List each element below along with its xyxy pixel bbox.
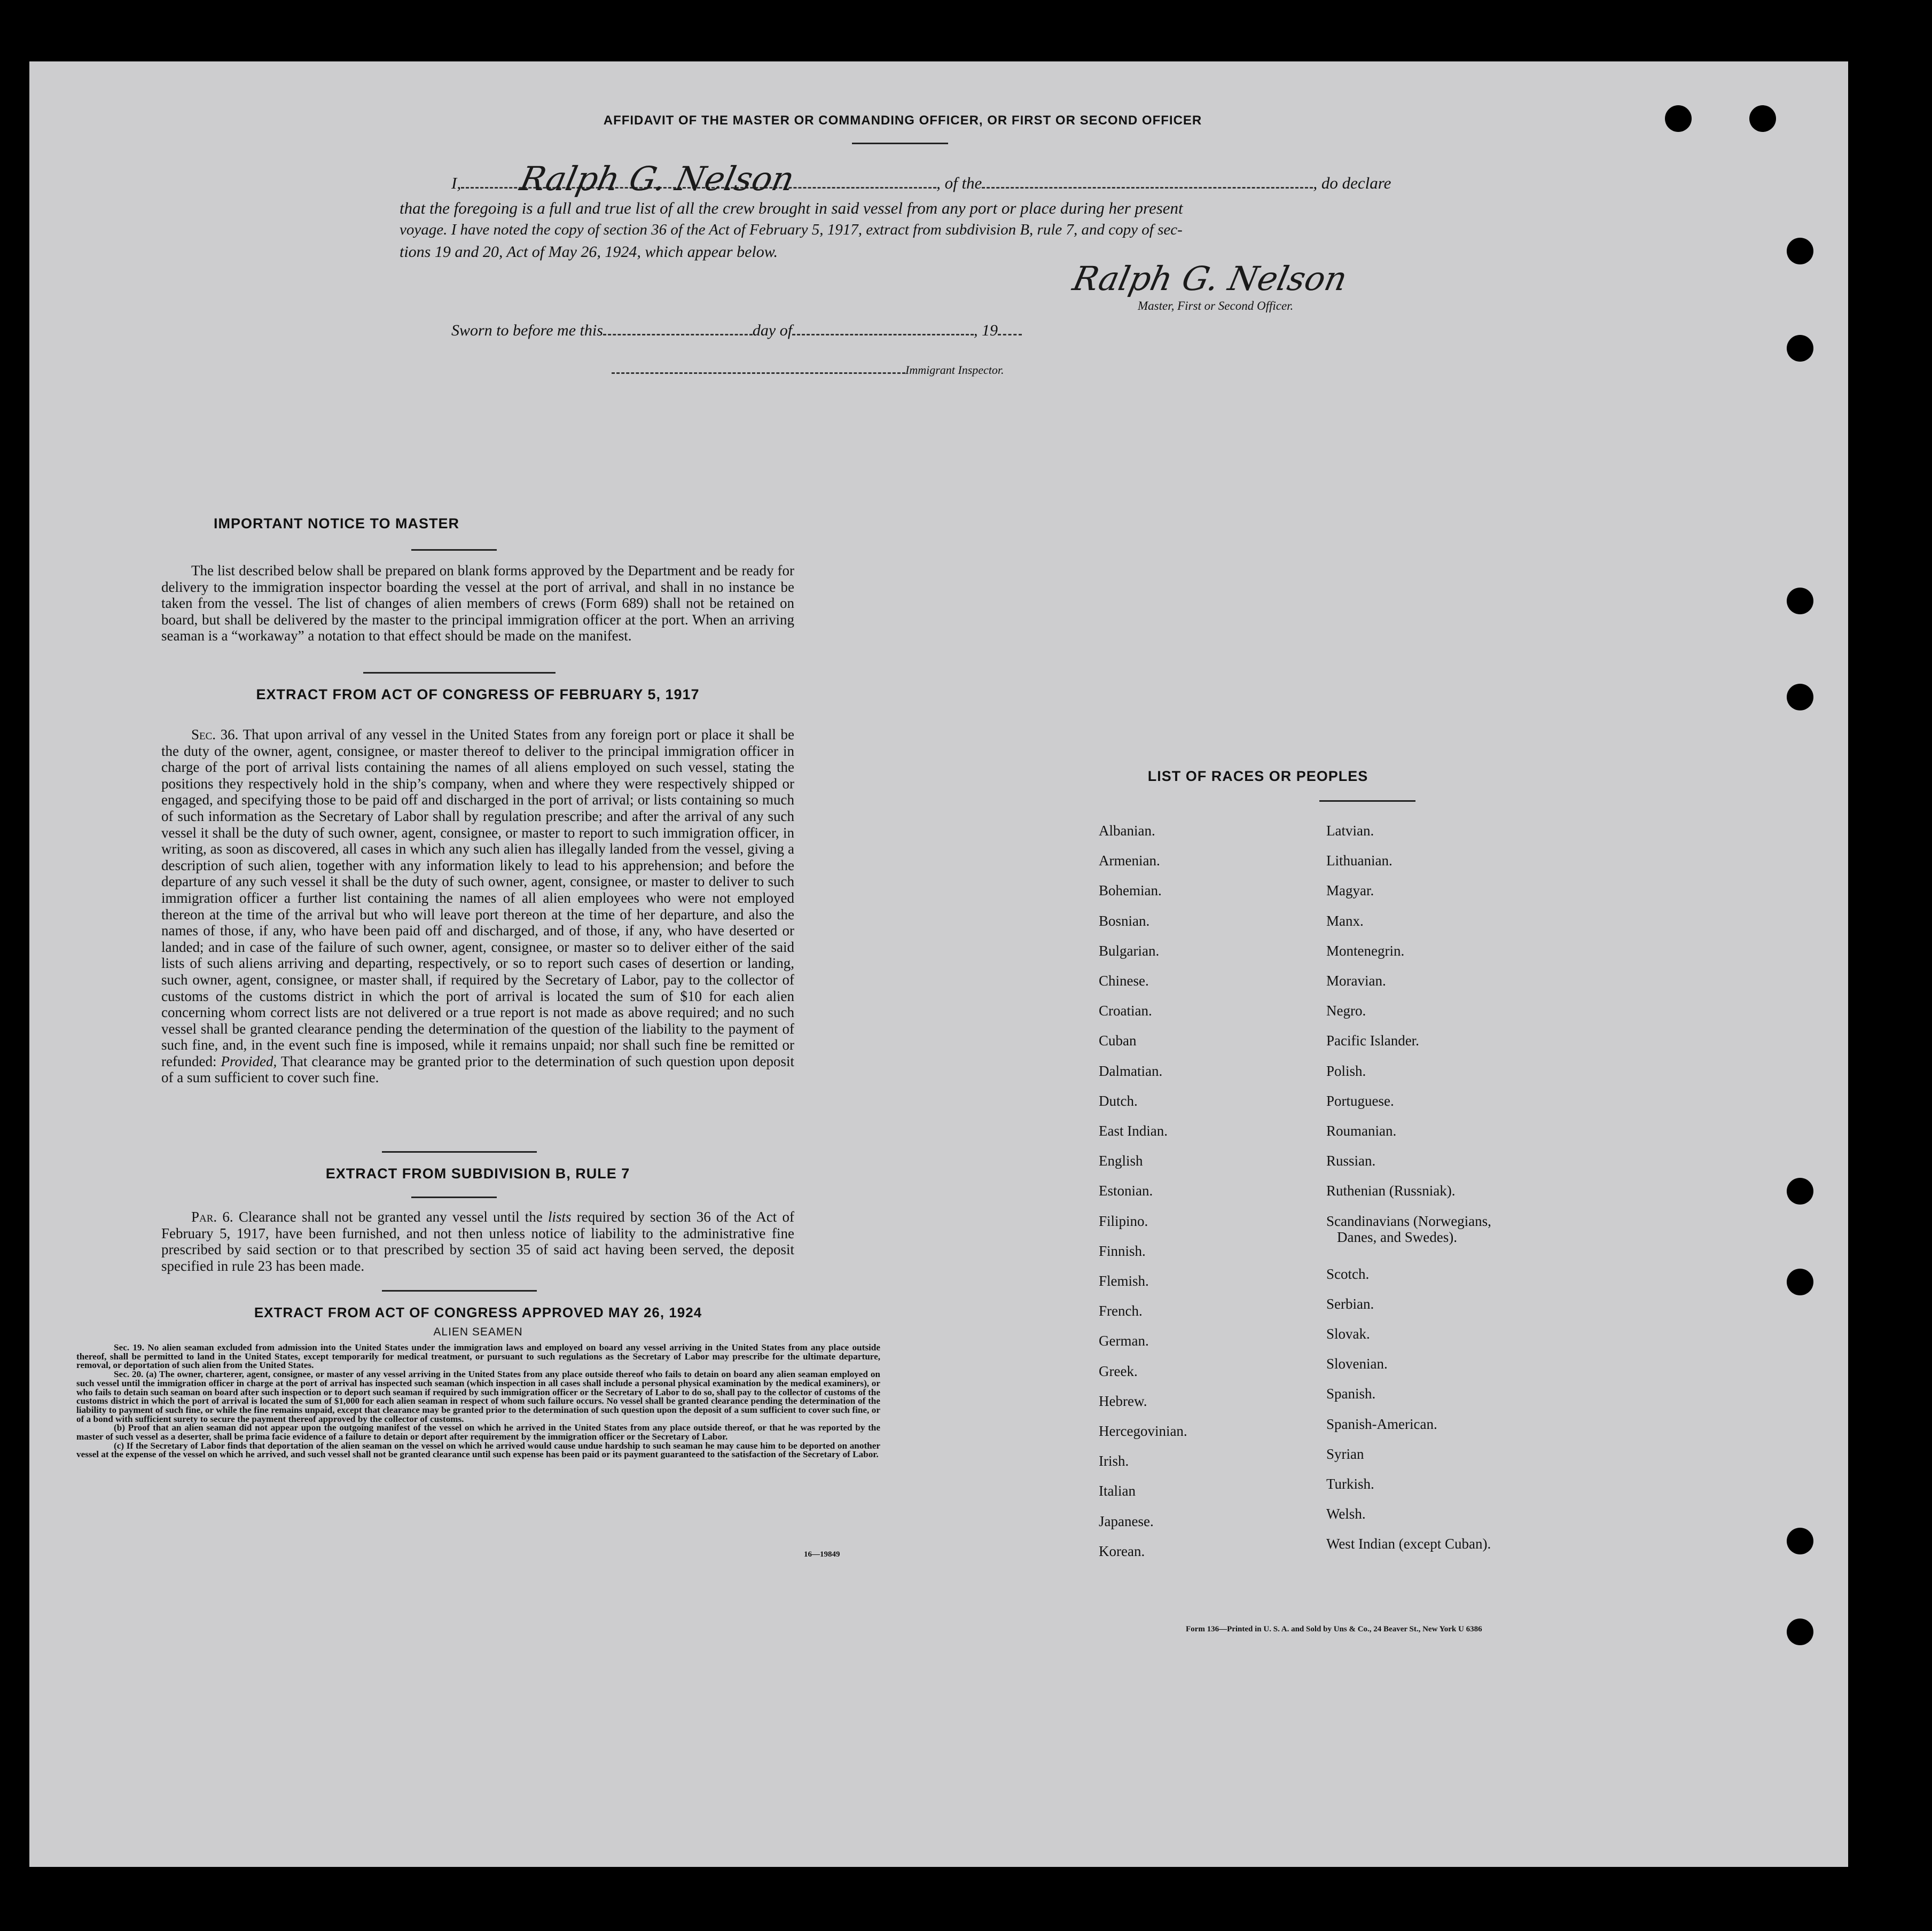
race-item: Chinese. [1099,973,1149,989]
title-underline [852,143,948,144]
sworn-year-label: , 19 [974,322,998,339]
race-item: Italian [1099,1483,1136,1499]
race-item: Japanese. [1099,1513,1154,1529]
punch-hole [1787,335,1813,362]
race-item: Montenegrin. [1326,942,1405,959]
print-code: 16—19849 [804,1550,840,1559]
race-item: Dutch. [1099,1092,1138,1109]
race-item: Bohemian. [1099,882,1162,899]
race-item: Slovenian. [1326,1356,1388,1372]
punch-hole [1787,588,1813,614]
divider [1319,800,1415,802]
race-item: Irish. [1099,1453,1129,1469]
race-item: West Indian (except Cuban). [1326,1536,1491,1552]
race-item: Russian. [1326,1153,1376,1169]
race-item: Moravian. [1326,973,1386,989]
race-item: Lithuanian. [1326,853,1393,869]
race-item: Dalmatian. [1099,1062,1163,1079]
race-item: Scotch. [1326,1265,1370,1282]
of-the-label: , of the [936,174,982,192]
race-item: Roumanian. [1326,1123,1397,1139]
race-item: Spanish. [1326,1386,1376,1402]
document-page [29,61,1848,1867]
inspector-caption: Immigrant Inspector. [905,363,1004,377]
races-left-column [1099,816,1187,1566]
punch-hole [1787,238,1813,264]
race-item: Korean. [1099,1543,1145,1559]
declarant-prefix: I, [451,174,462,192]
race-item: Latvian. [1326,823,1374,839]
sec20a-text: Sec. 20. (a) The owner, charterer, agent, consignee, or master of any vessel arriving in the United States from any place outside thereof who fails to detain on board any alien seaman employed on such vessel until the immigration officer in charge at the port of arrival has inspected such seaman (which inspection in all cases shall include a personal physical examination by the medical examiners), or who fails to detain such seaman on board after such inspection or to deport such seaman if required by such immigration officer or the Secretary of Labor to do so, shall pay to the collector of customs of the customs district in which the port of arrival is located the sum of $1,000 for each alien seaman in respect of whom such failure occurs. No vessel shall be granted clearance pending the determination of the liability to payment of such fine, or while the fine remains unpaid, except that clearance may be granted prior to the determination of such question upon the deposit of a sum sufficient to cover such fine, or of a bond with sufficient surety to secure the payment thereof approved by the collector of customs. [76,1369,880,1424]
race-item: Slovak. [1326,1326,1370,1342]
race-item: Greek. [1099,1363,1138,1379]
race-item: Magyar. [1326,882,1374,899]
race-item: Serbian. [1326,1295,1374,1312]
race-item: East Indian. [1099,1123,1168,1139]
race-item: Welsh. [1326,1506,1366,1522]
race-item: Portuguese. [1326,1092,1394,1109]
race-item: Armenian. [1099,853,1160,869]
rule7-text [161,1209,794,1274]
punch-hole [1787,1528,1813,1554]
race-item: English [1099,1153,1143,1169]
rule7-body-a: Clearance shall not be granted any vessel until the [238,1209,543,1225]
punch-hole [1787,1178,1813,1205]
affidavit-line4: tions 19 and 20, Act of May 26, 1924, which appear below. [400,243,778,261]
race-item: Estonian. [1099,1183,1153,1199]
punch-hole [1787,1619,1813,1645]
inspector-line [612,363,1004,377]
divider [363,672,556,674]
rule7-title: EXTRACT FROM SUBDIVISION B, RULE 7 [325,1166,630,1182]
sec20b-text: (b) Proof that an alien seaman did not appear upon the outgoing manifest of the vessel on which he arrived in the United States from any place outside thereof, or that he was reported by the master of such vessel as a deserter, shall be prima facie evidence of a failure to detain or deport after requirement by the immigration officer or the Secretary of Labor. [76,1422,880,1442]
section-label: Sec. 36. [191,726,239,742]
race-item: Filipino. [1099,1213,1148,1229]
sworn-day-label: day of [752,322,793,339]
extract-1917-text [161,726,794,1086]
punch-hole [1787,684,1813,710]
race-item: Turkish. [1326,1476,1374,1492]
races-title: LIST OF RACES OR PEOPLES [1147,768,1368,784]
affidavit-line2: that the foregoing is a full and true list of all the crew brought in said vessel from any port or place during her present [400,199,1183,217]
section-body: That upon arrival of any vessel in the United States from any foreign port or place it shall be the duty of the owner, agent, consignee, or master thereof to deliver to the principal immigration officer in charge of the port of arrival lists containing the names of all aliens employed on such vessel, stating the positions they respectively hold in the ship’s company, when and where they were respectively shipped or engaged, and specifying those to be paid off and discharged in the port of arrival; or lists containing so much of such information as the Secretary of Labor shall by regulation prescribe; and after the arrival of any such vessel it shall be the duty of such owner, agent, consignee, or master to report to such immigration officer, in writing, as soon as discovered, all cases in which any such alien has illegally landed from the vessel, giving a description of such alien, together with any information likely to lead to his apprehension; and before the departure of any such vessel it shall be the duty of such owner, agent, consignee, or master to deliver to such immigration officer a further list containing the names of all alien employees who were not employed thereon at the time of the arrival but who will leave port thereon at the time of her departure, and also the names of those, if any, who have been paid off and discharged, and of those, if any, who have deserted or landed; and in case of the failure of such owner, agent, consignee, or master so to deliver either of the said lists of such aliens arriving and departing, respectively, or so to report such cases of desertion or landing, such owner, agent, consignee, or master shall, if required by the Secretary of Labor, pay to the collector of customs of the customs district in which the port of arrival is located the sum of $10 for each alien concerning whom correct lists are not delivered or a true report is not made as above required; and no such vessel shall be granted clearance pending the determination of the question of the liability to the payment of such fine, and, in the event such fine is imposed, while it remains unpaid; nor shall such fine be remitted or refunded: [161,726,794,1069]
divider [411,549,497,551]
race-item: Croatian. [1099,1003,1152,1019]
punch-hole [1787,1269,1813,1295]
race-item: Manx. [1326,912,1364,929]
affidavit-title: AFFIDAVIT OF THE MASTER OR COMMANDING OFFICER, OR FIRST OR SECOND OFFICER [603,113,1202,128]
race-item: Polish. [1326,1062,1366,1079]
race-item: Finnish. [1099,1242,1146,1259]
race-item: Bulgarian. [1099,942,1160,959]
race-item: Syrian [1326,1445,1364,1462]
extract-1924-text [76,1343,880,1459]
race-item: Ruthenian (Russniak). [1326,1183,1456,1199]
race-item: Pacific Islander. [1326,1033,1419,1049]
form-footer-note: Form 136—Printed in U. S. A. and Sold by Uns & Co., 24 Beaver St., New York U 6386 [1186,1625,1482,1633]
rule7-body-b: required by section 36 of the Act of February 5, 1917, have been furnished, and not then unless notice of liability to the administrative fine prescribed by said section or to that prescribed by section 35 of said act having been served, the deposit specified in rule 23 has been made. [161,1209,794,1274]
race-item: Scandinavians (Norwegians, [1326,1213,1491,1229]
proviso-text: That clearance may be granted prior to the determination of such question upon deposit of a sum sufficient to cover such fine. [161,1053,795,1086]
race-item: Bosnian. [1099,912,1150,929]
sworn-line [451,322,1022,340]
declarant-signature: Ralph G. Nelson [517,159,798,198]
sworn-prefix: Sworn to before me this [451,322,603,339]
extract-1917-title: EXTRACT FROM ACT OF CONGRESS OF FEBRUARY 5, 1917 [256,686,700,702]
race-item: Negro. [1326,1003,1366,1019]
paragraph-label: Par. 6. [191,1209,233,1225]
affidavit-line3: voyage. I have noted the copy of section 36 of the Act of February 5, 1917, extract from subdivision B, rule 7, and copy of sec- [400,221,1183,238]
race-item: Albanian. [1099,823,1155,839]
sec19-text: Sec. 19. No alien seaman excluded from admission into the United States under the immigration laws and employed on board any vessel arriving in the United States from any place outside thereof, shall be permitted to land in the United States, except temporarily for medical treatment, or pursuant to such regulations as the Secretary of Labor may prescribe for the ultimate departure, removal, or deportation of such alien from the United States. [76,1342,880,1371]
divider [382,1290,537,1292]
master-signature: Ralph G. Nelson [1069,259,1351,298]
proviso-label: Provided, [221,1053,277,1069]
race-item: Flemish. [1099,1273,1149,1289]
alien-seamen-subtitle: ALIEN SEAMEN [433,1326,523,1338]
sec20c-text: (c) If the Secretary of Labor finds that deportation of the alien seaman on the vessel on which he arrived would cause undue hardship to such seaman he may cause him to be deported on another vessel at the expense of the vessel on which he arrived, and such vessel shall not be granted clearance until such expense has been paid or its payment guaranteed to the satisfaction of the Secretary of Labor. [76,1440,880,1460]
race-item: Danes, and Swedes). [1337,1229,1457,1245]
races-right-column [1326,816,1491,1559]
master-caption: Master, First or Second Officer. [1138,299,1294,312]
notice-title: IMPORTANT NOTICE TO MASTER [214,515,459,531]
race-item: Hebrew. [1099,1393,1147,1409]
notice-text: The list described below shall be prepared on blank forms approved by the Department and be ready for delivery to the immigration inspector boarding the vessel at the port of arrival, and shall in no instance be taken from the vessel. The list of changes of alien members of crews (Form 689) shall not be retained on board, but shall be delivered by the master to the principal immigration officer at the port. When an arriving seaman is a “workaway” a notation to that effect should be made on the manifest. [161,562,794,644]
extract-1924-title: EXTRACT FROM ACT OF CONGRESS APPROVED MAY 26, 1924 [254,1304,702,1320]
race-item: French. [1099,1303,1143,1319]
do-declare-label: , do declare [1313,174,1391,192]
divider [411,1197,497,1198]
race-item: Hercegovinian. [1099,1423,1187,1440]
race-item: Spanish-American. [1326,1416,1437,1432]
race-item: Cuban [1099,1033,1137,1049]
lists-word: lists [547,1209,572,1225]
race-item: German. [1099,1333,1149,1349]
divider [382,1151,537,1153]
